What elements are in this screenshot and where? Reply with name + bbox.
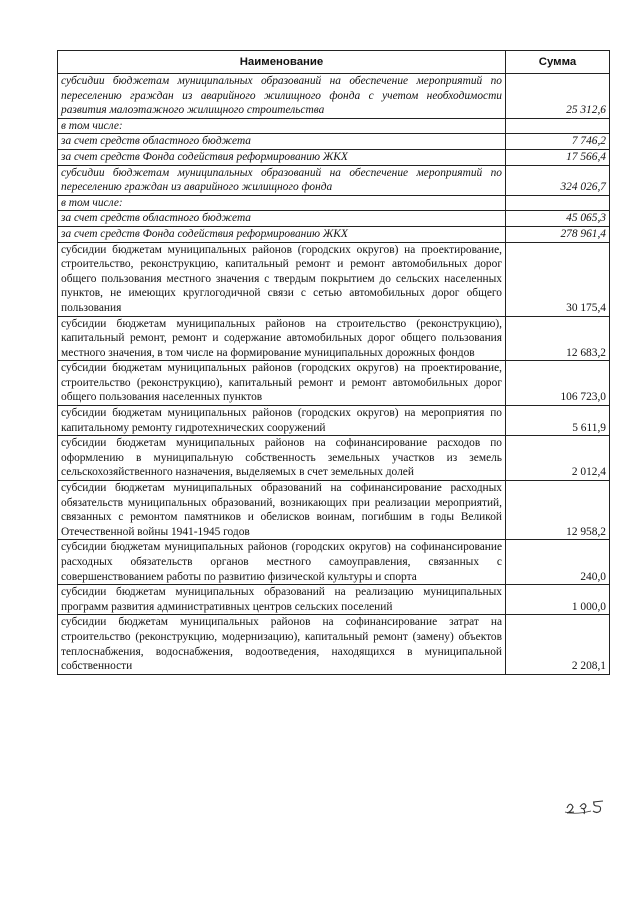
subsidies-table [57,50,610,675]
table-row [58,226,610,242]
row-name: субсидии бюджетам муниципальных образований на софинансирование расходных обязательств муниципальных образований, возникающих при реализации мероприятий, связанных с ремонтом памятников и обелисков воинам, погибшим в годы Великой Отечественной войны 1941-1945 годов [58,481,506,540]
table-row [58,615,610,674]
row-name: за счет средств областного бюджета [58,211,506,227]
row-name: субсидии бюджетам муниципальных районов (городских округов) на проектирование, строительство (реконструкцию), капитальный ремонт и ремонт автомобильных дорог общего пользования населенных пунктов [58,361,506,406]
table-row [58,242,610,316]
row-sum: 12 683,2 [506,316,610,361]
row-sum: 30 175,4 [506,242,610,316]
row-sum: 324 026,7 [506,165,610,195]
row-name: субсидии бюджетам муниципальных районов (городских округов) на мероприятия по капитальному ремонту гидротехнических сооружений [58,406,506,436]
row-sum: 45 065,3 [506,211,610,227]
table-row [58,195,610,211]
table-row [58,316,610,361]
handwritten-signature [563,796,611,816]
row-sum: 17 566,4 [506,149,610,165]
row-sum: 7 746,2 [506,134,610,150]
row-sum: 25 312,6 [506,74,610,119]
row-name: субсидии бюджетам муниципальных образований на реализацию муниципальных программ развития административных центров сельских поселений [58,585,506,615]
row-sum: 12 958,2 [506,481,610,540]
table-row [58,540,610,585]
table-row [58,436,610,481]
row-sum: 2 012,4 [506,436,610,481]
row-name: в том числе: [58,118,506,134]
row-name: субсидии бюджетам муниципальных районов (городских округов) на софинансирование расходных обязательств органов местного самоуправления, связанных с совершенствованием работы по развитию физической культуры и спорта [58,540,506,585]
row-name: субсидии бюджетам муниципальных районов на строительство (реконструкцию), капитальный ремонт, ремонт и содержание автомобильных дорог общего пользования местного значения, в том числе на формирование муниципальных дорожных фондов [58,316,506,361]
row-sum [506,195,610,211]
row-sum: 278 961,4 [506,226,610,242]
row-name: за счет средств Фонда содействия реформированию ЖКХ [58,149,506,165]
table-row [58,134,610,150]
row-name: субсидии бюджетам муниципальных районов (городских округов) на проектирование, строительство, реконструкцию, капитальный ремонт и ремонт автомобильных дорог общего пользования местного значения с твердым покрытием до сельских населенных пунктов, не имеющих круглогодичной связи с сетью автомобильных дорог общего пользования [58,242,506,316]
table-row [58,481,610,540]
row-sum [506,118,610,134]
row-name: в том числе: [58,195,506,211]
table-row [58,406,610,436]
row-sum: 240,0 [506,540,610,585]
row-sum: 1 000,0 [506,585,610,615]
table-row [58,74,610,119]
row-sum: 5 611,9 [506,406,610,436]
table-header-row [58,51,610,74]
table-row [58,211,610,227]
row-name: субсидии бюджетам муниципальных образований на обеспечение мероприятий по переселению граждан из аварийного жилищного фонда с учетом необходимости развития малоэтажного жилищного строительства [58,74,506,119]
row-name: субсидии бюджетам муниципальных районов на софинансирование затрат на строительство (реконструкцию, модернизацию), капитальный ремонт (замену) объектов теплоснабжения, водоснабжения, водоотведения, находящихся в муниципальной собственности [58,615,506,674]
row-sum: 106 723,0 [506,361,610,406]
header-name: Наименование [58,51,506,74]
row-name: за счет средств Фонда содействия реформированию ЖКХ [58,226,506,242]
header-sum: Сумма [506,51,610,74]
table-row [58,165,610,195]
row-name: за счет средств областного бюджета [58,134,506,150]
row-name: субсидии бюджетам муниципальных районов на софинансирование расходов по оформлению в муниципальную собственность земельных участков из земель сельскохозяйственного назначения, выделяемых в счет земельных долей [58,436,506,481]
table-row [58,118,610,134]
row-name: субсидии бюджетам муниципальных образований на обеспечение мероприятий по переселению граждан из аварийного жилищного фонда [58,165,506,195]
row-sum: 2 208,1 [506,615,610,674]
table-row [58,361,610,406]
table-row [58,585,610,615]
table-row [58,149,610,165]
